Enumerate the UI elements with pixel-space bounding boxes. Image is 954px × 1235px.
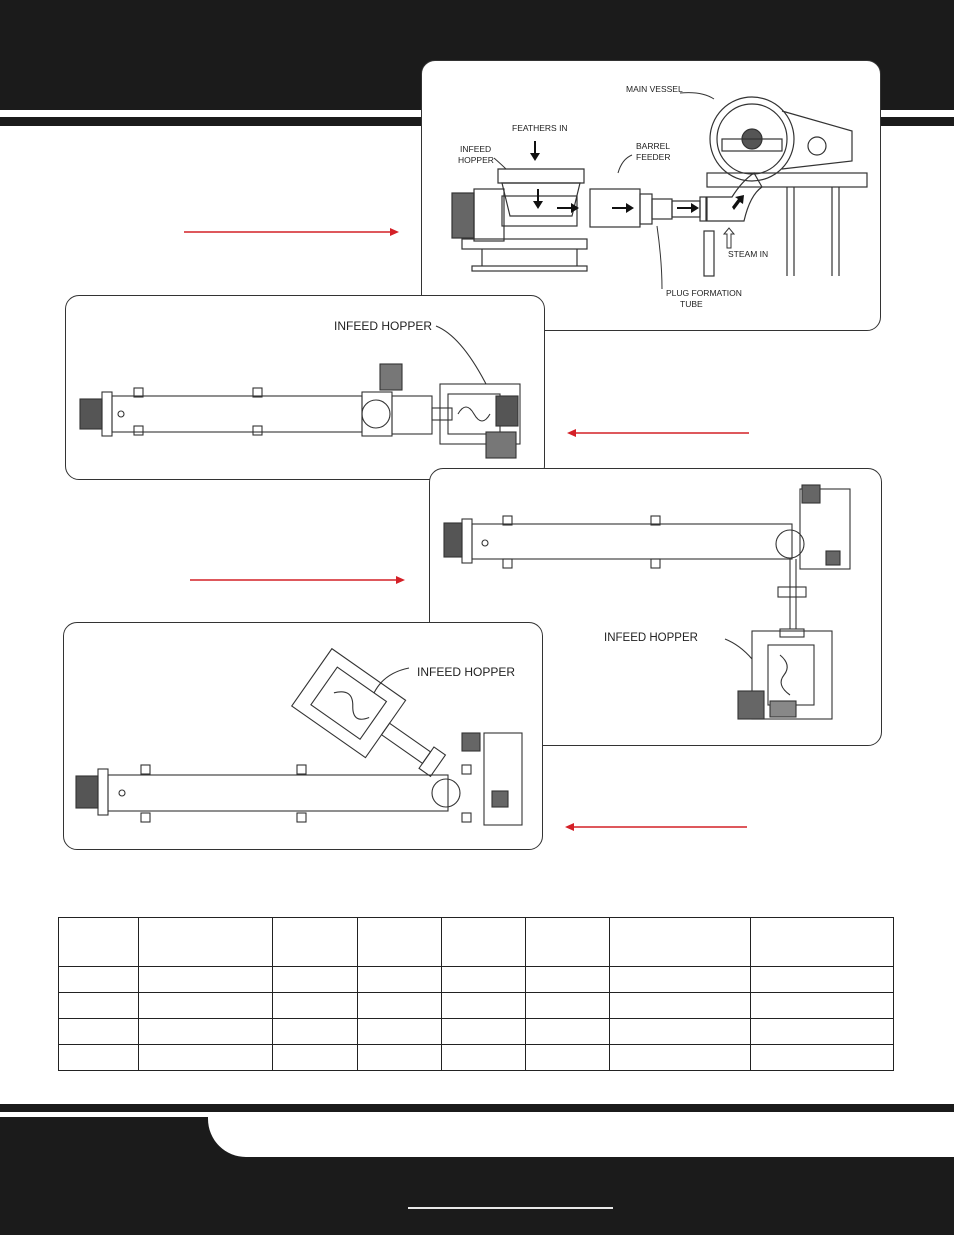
table-cell [751,993,894,1019]
side-elevation-drawing [422,61,880,330]
table-row [59,967,894,993]
table-row [59,1019,894,1045]
table-cell [139,993,273,1019]
table-cell [358,1019,442,1045]
table-cell [273,993,358,1019]
plug-formation-tube-label-2: TUBE [680,299,703,309]
table-cell [610,993,751,1019]
table-header-cell [358,918,442,967]
table-cell [442,967,526,993]
table-header-cell [59,918,139,967]
table-cell [526,967,610,993]
table-cell [358,1045,442,1071]
specifications-table [58,917,894,1071]
footer-rule [408,1207,613,1209]
side-elevation-panel [421,60,881,331]
table-cell [139,967,273,993]
infeed-hopper-label: INFEED HOPPER [334,319,433,333]
table-cell [610,1019,751,1045]
infeed-hopper-label-2: HOPPER [458,155,494,165]
table-cell [751,1045,894,1071]
table-cell [526,993,610,1019]
arrow-to-plan-angled-icon [564,819,750,835]
footer-cutout [208,1117,954,1157]
table-header-cell [610,918,751,967]
table-cell [610,967,751,993]
steam-in-label: STEAM IN [728,249,769,259]
motor-shape [452,193,474,238]
infeed-hopper-label-1: INFEED [460,144,492,154]
table-header-cell [139,918,273,967]
table-header-cell [442,918,526,967]
table-cell [59,993,139,1019]
table-header-cell [273,918,358,967]
table-cell [526,1045,610,1071]
table-cell [442,1045,526,1071]
arrow-to-side-elevation-icon [180,224,400,240]
table-row [59,1045,894,1071]
table-header-cell [526,918,610,967]
table-cell [273,1019,358,1045]
main-vessel-label: MAIN VESSEL [626,84,683,94]
table-cell [442,1019,526,1045]
barrel-feeder-label-1: BARREL [636,141,671,151]
plan-inline-drawing [66,296,544,479]
plan-inline-panel [65,295,545,480]
table-cell [139,1019,273,1045]
footer-stripe [0,1104,954,1112]
table-cell [526,1019,610,1045]
table-cell [59,967,139,993]
arrow-to-plan-inline-icon [566,425,752,441]
arrow-to-plan-side-icon [186,572,406,588]
table-cell [751,967,894,993]
table-cell [273,967,358,993]
table-cell [358,993,442,1019]
table-cell [442,993,526,1019]
table-cell [273,1045,358,1071]
table-cell [610,1045,751,1071]
barrel-feeder-label-2: FEEDER [636,152,671,162]
table-header-cell [751,918,894,967]
plug-formation-tube-label-1: PLUG FORMATION [666,288,742,298]
table-cell [59,1045,139,1071]
plan-angled-drawing [64,623,542,849]
plan-angled-panel [63,622,543,850]
table-cell [358,967,442,993]
feathers-in-label: FEATHERS IN [512,123,568,133]
infeed-hopper-label: INFEED HOPPER [417,665,516,679]
infeed-hopper-label: INFEED HOPPER [604,632,698,644]
table-row [59,993,894,1019]
table-cell [751,1019,894,1045]
table-cell [59,1019,139,1045]
table-cell [139,1045,273,1071]
table-header-row [59,918,894,967]
